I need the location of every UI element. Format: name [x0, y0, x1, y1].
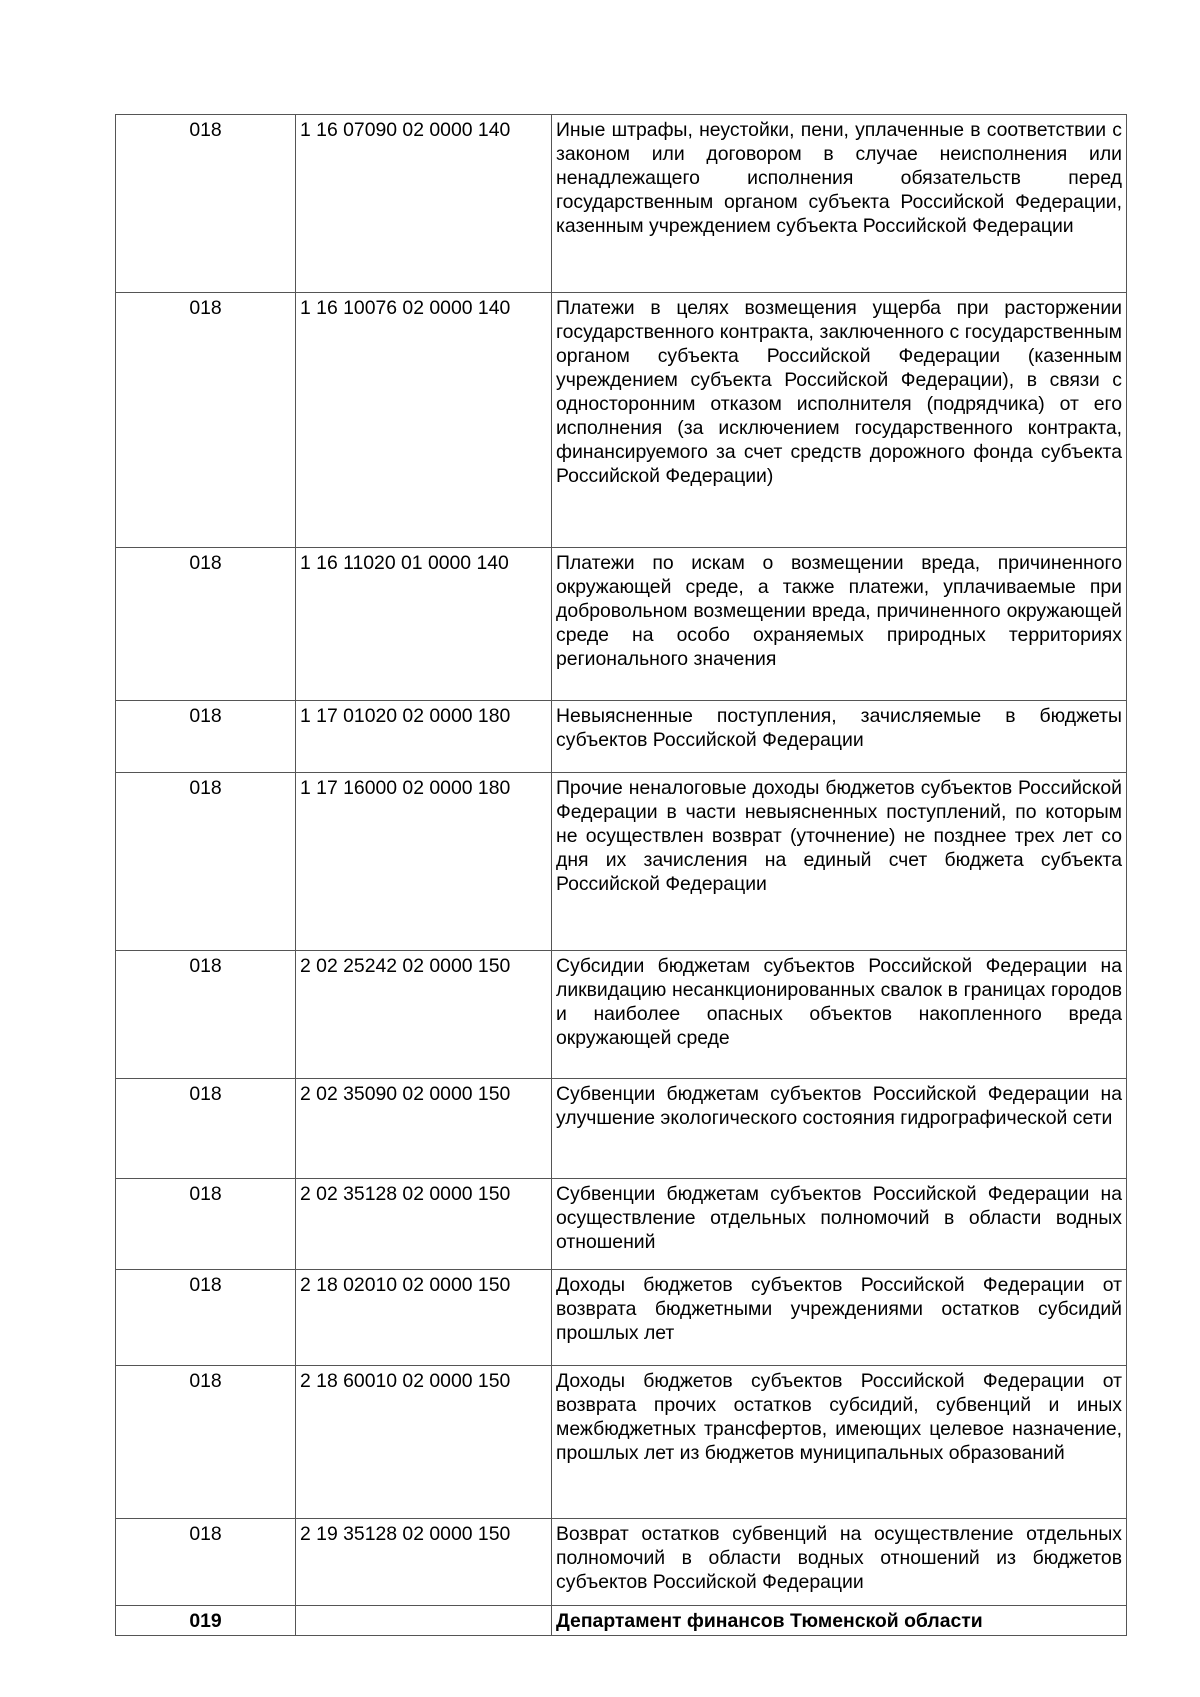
budget-code-cell: 2 02 25242 02 0000 150 — [296, 951, 552, 1079]
budget-code-cell: 2 02 35128 02 0000 150 — [296, 1179, 552, 1270]
admin-code-cell: 018 — [116, 951, 296, 1079]
budget-code-cell: 2 18 02010 02 0000 150 — [296, 1270, 552, 1366]
admin-code-cell: 018 — [116, 773, 296, 951]
description-cell: Платежи в целях возмещения ущерба при расторжении государственного контракта, заключенного с государственным органом субъекта Российской Федерации (казенным учреждением субъекта Российской Федерации), в связи с односторонним отказом исполнителя (подрядчика) от его исполнения (за исключением государственного контракта, финансируемого за счет средств дорожного фонда субъекта Российской Федерации) — [552, 293, 1127, 548]
table-row — [116, 1179, 1127, 1270]
table-row — [116, 1606, 1127, 1636]
description-cell: Невыясненные поступления, зачисляемые в бюджеты субъектов Российской Федерации — [552, 701, 1127, 773]
description-cell: Департамент финансов Тюменской области — [552, 1606, 1127, 1636]
table-row — [116, 701, 1127, 773]
admin-code-cell: 018 — [116, 548, 296, 701]
description-cell: Доходы бюджетов субъектов Российской Федерации от возврата бюджетными учреждениями остатков субсидий прошлых лет — [552, 1270, 1127, 1366]
description-cell: Платежи по искам о возмещении вреда, причиненного окружающей среде, а также платежи, уплачиваемые при добровольном возмещении вреда, причиненного окружающей среде на особо охраняемых природных территориях регионального значения — [552, 548, 1127, 701]
table-row — [116, 548, 1127, 701]
description-cell: Субвенции бюджетам субъектов Российской Федерации на улучшение экологического состояния гидрографической сети — [552, 1079, 1127, 1179]
budget-code-cell: 1 17 01020 02 0000 180 — [296, 701, 552, 773]
table-row — [116, 115, 1127, 293]
table-row — [116, 293, 1127, 548]
admin-code-cell: 019 — [116, 1606, 296, 1636]
description-cell: Доходы бюджетов субъектов Российской Федерации от возврата прочих остатков субсидий, субвенций и иных межбюджетных трансфертов, имеющих целевое назначение, прошлых лет из бюджетов муниципальных образований — [552, 1366, 1127, 1519]
description-cell: Иные штрафы, неустойки, пени, уплаченные в соответствии с законом или договором в случае неисполнения или ненадлежащего исполнения обязательств перед государственным органом субъекта Российской Федерации, казенным учреждением субъекта Российской Федерации — [552, 115, 1127, 293]
budget-code-cell: 2 19 35128 02 0000 150 — [296, 1519, 552, 1606]
budget-code-cell: 1 17 16000 02 0000 180 — [296, 773, 552, 951]
budget-code-cell: 1 16 10076 02 0000 140 — [296, 293, 552, 548]
table-row — [116, 1519, 1127, 1606]
admin-code-cell: 018 — [116, 701, 296, 773]
description-cell: Субвенции бюджетам субъектов Российской Федерации на осуществление отдельных полномочий в области водных отношений — [552, 1179, 1127, 1270]
budget-code-cell: 1 16 07090 02 0000 140 — [296, 115, 552, 293]
table-row — [116, 1079, 1127, 1179]
budget-code-cell — [296, 1606, 552, 1636]
budget-code-cell: 1 16 11020 01 0000 140 — [296, 548, 552, 701]
description-cell: Прочие неналоговые доходы бюджетов субъектов Российской Федерации в части невыясненных поступлений, по которым не осуществлен возврат (уточнение) не позднее трех лет со дня их зачисления на единый счет бюджета субъекта Российской Федерации — [552, 773, 1127, 951]
admin-code-cell: 018 — [116, 1079, 296, 1179]
description-cell: Субсидии бюджетам субъектов Российской Федерации на ликвидацию несанкционированных свалок в границах городов и наиболее опасных объектов накопленного вреда окружающей среде — [552, 951, 1127, 1079]
revenue-codes-table — [115, 114, 1127, 1636]
table-row — [116, 773, 1127, 951]
admin-code-cell: 018 — [116, 1519, 296, 1606]
admin-code-cell: 018 — [116, 1270, 296, 1366]
table-row — [116, 1270, 1127, 1366]
table-row — [116, 1366, 1127, 1519]
admin-code-cell: 018 — [116, 293, 296, 548]
admin-code-cell: 018 — [116, 1179, 296, 1270]
description-cell: Возврат остатков субвенций на осуществление отдельных полномочий в области водных отношений из бюджетов субъектов Российской Федерации — [552, 1519, 1127, 1606]
admin-code-cell: 018 — [116, 115, 296, 293]
budget-code-cell: 2 02 35090 02 0000 150 — [296, 1079, 552, 1179]
table-row — [116, 951, 1127, 1079]
budget-code-cell: 2 18 60010 02 0000 150 — [296, 1366, 552, 1519]
admin-code-cell: 018 — [116, 1366, 296, 1519]
